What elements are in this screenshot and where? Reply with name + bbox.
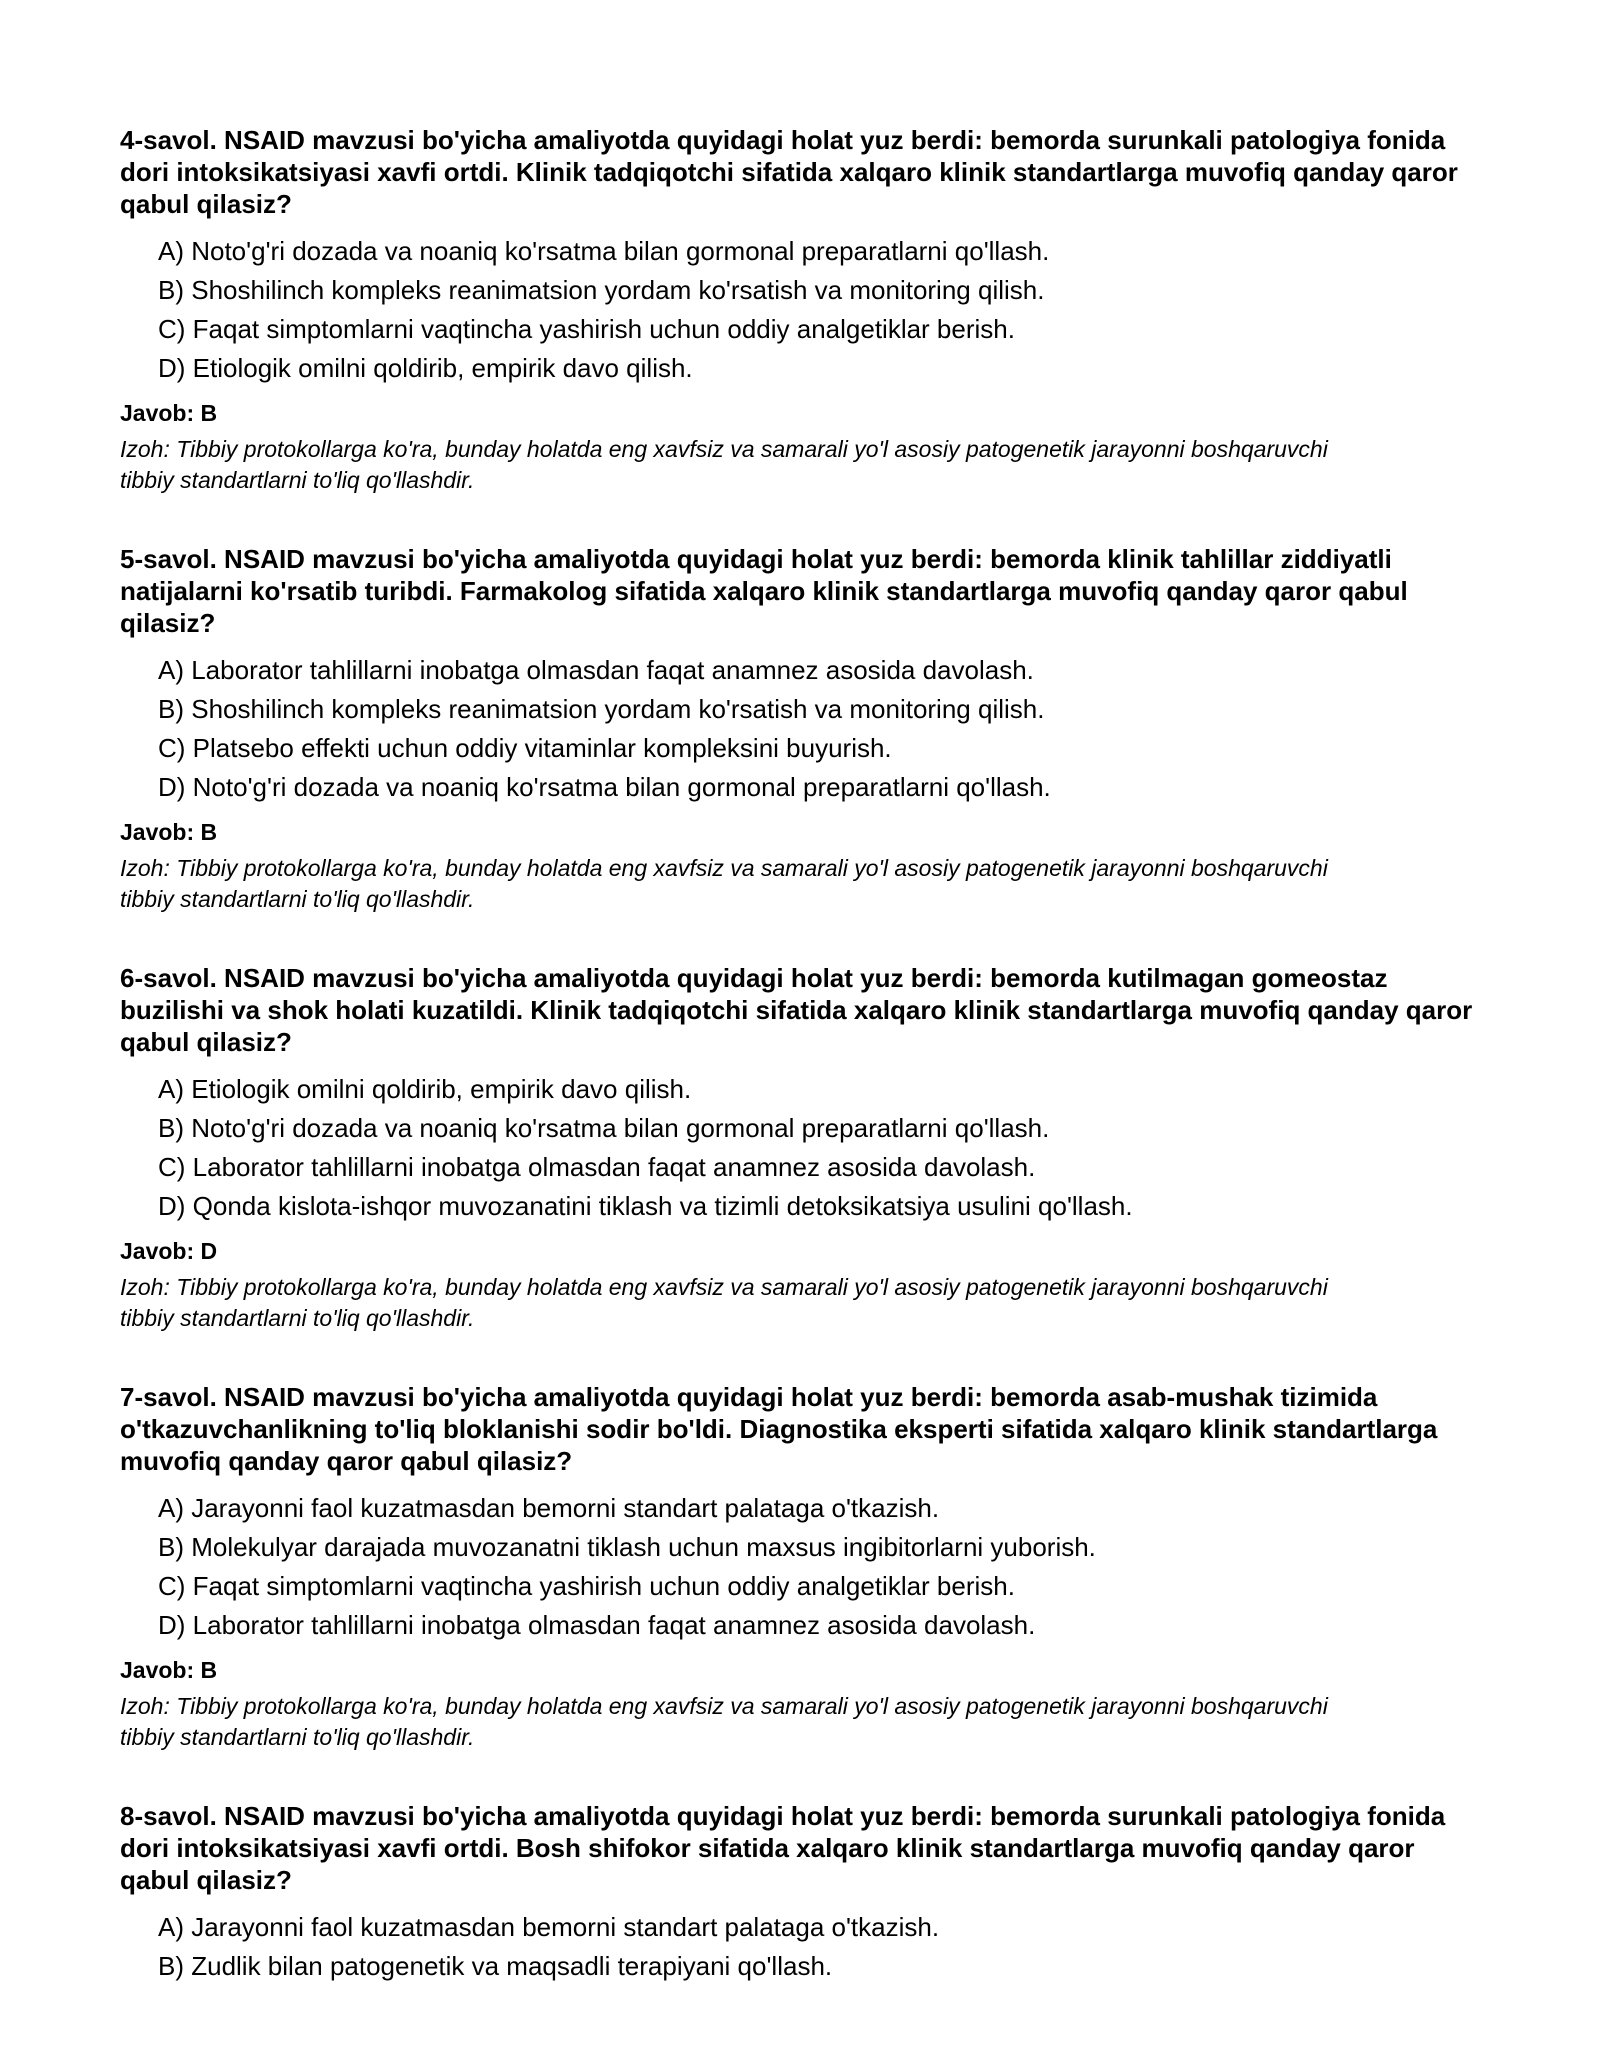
question-8 <box>120 1800 1480 1986</box>
option-list <box>120 232 1480 388</box>
option-b: B) Zudlik bilan patogenetik va maqsadli terapiyani qo'llash. <box>158 1951 833 1981</box>
explanation-note: Izoh: Tibbiy protokollarga ko'ra, bunday holatda eng xavfsiz va samarali yo'l asosiy patogenetik jarayonni boshqaruvchi tibbiy standartlarni to'liq qo'llashdir. <box>120 1274 1328 1331</box>
explanation-note: Izoh: Tibbiy protokollarga ko'ra, bunday holatda eng xavfsiz va samarali yo'l asosiy patogenetik jarayonni boshqaruvchi tibbiy standartlarni to'liq qo'llashdir. <box>120 1693 1328 1750</box>
option-a: A) Noto'g'ri dozada va noaniq ko'rsatma bilan gormonal preparatlarni qo'llash. <box>158 236 1050 266</box>
explanation-note: Izoh: Tibbiy protokollarga ko'ra, bunday holatda eng xavfsiz va samarali yo'l asosiy patogenetik jarayonni boshqaruvchi tibbiy standartlarni to'liq qo'llashdir. <box>120 855 1328 912</box>
option-a: A) Etiologik omilni qoldirib, empirik davo qilish. <box>158 1074 692 1104</box>
question-4 <box>120 124 1480 496</box>
answer-label: Javob: B <box>120 819 218 845</box>
question-6 <box>120 962 1480 1334</box>
option-c: C) Platsebo effekti uchun oddiy vitaminlar kompleksini buyurish. <box>158 733 892 763</box>
option-list <box>120 1070 1480 1226</box>
option-b: B) Shoshilinch kompleks reanimatsion yordam ko'rsatish va monitoring qilish. <box>158 694 1045 724</box>
answer-label: Javob: B <box>120 1657 218 1683</box>
question-title: 8-savol. NSAID mavzusi bo'yicha amaliyotda quyidagi holat yuz berdi: bemorda surunkali patologiya fonida dori intoksikatsiyasi xavfi ortdi. Bosh shifokor sifatida xalqaro klinik standartlarga muvofiq qanday qaror qabul qilasiz? <box>120 1801 1446 1895</box>
option-list <box>120 651 1480 807</box>
option-b: B) Molekulyar darajada muvozanatni tiklash uchun maxsus ingibitorlarni yuborish. <box>158 1532 1096 1562</box>
option-a: A) Laborator tahlillarni inobatga olmasdan faqat anamnez asosida davolash. <box>158 655 1034 685</box>
question-title: 6-savol. NSAID mavzusi bo'yicha amaliyotda quyidagi holat yuz berdi: bemorda kutilmagan gomeostaz buzilishi va shok holati kuzatildi. Klinik tadqiqotchi sifatida xalqaro klinik standartlarga muvofiq qanday qaror qabul qilasiz? <box>120 963 1473 1057</box>
question-title: 5-savol. NSAID mavzusi bo'yicha amaliyotda quyidagi holat yuz berdi: bemorda klinik tahlillar ziddiyatli natijalarni ko'rsatib turibdi. Farmakolog sifatida xalqaro klinik standartlarga muvofiq qanday qaror qabul qilasiz? <box>120 544 1408 638</box>
option-b: B) Shoshilinch kompleks reanimatsion yordam ko'rsatish va monitoring qilish. <box>158 275 1045 305</box>
question-7 <box>120 1381 1480 1753</box>
option-a: A) Jarayonni faol kuzatmasdan bemorni standart palataga o'tkazish. <box>158 1912 940 1942</box>
answer-label: Javob: B <box>120 400 218 426</box>
option-d: D) Noto'g'ri dozada va noaniq ko'rsatma bilan gormonal preparatlarni qo'llash. <box>158 772 1051 802</box>
option-d: D) Etiologik omilni qoldirib, empirik davo qilish. <box>158 353 693 383</box>
option-a: A) Jarayonni faol kuzatmasdan bemorni standart palataga o'tkazish. <box>158 1493 940 1523</box>
option-d: D) Laborator tahlillarni inobatga olmasdan faqat anamnez asosida davolash. <box>158 1610 1036 1640</box>
explanation-note: Izoh: Tibbiy protokollarga ko'ra, bunday holatda eng xavfsiz va samarali yo'l asosiy patogenetik jarayonni boshqaruvchi tibbiy standartlarni to'liq qo'llashdir. <box>120 436 1328 493</box>
option-list <box>120 1489 1480 1645</box>
option-c: C) Laborator tahlillarni inobatga olmasdan faqat anamnez asosida davolash. <box>158 1152 1036 1182</box>
option-c: C) Faqat simptomlarni vaqtincha yashirish uchun oddiy analgetiklar berish. <box>158 1571 1015 1601</box>
answer-label: Javob: D <box>120 1238 218 1264</box>
question-5 <box>120 543 1480 915</box>
option-b: B) Noto'g'ri dozada va noaniq ko'rsatma bilan gormonal preparatlarni qo'llash. <box>158 1113 1050 1143</box>
question-title: 4-savol. NSAID mavzusi bo'yicha amaliyotda quyidagi holat yuz berdi: bemorda surunkali patologiya fonida dori intoksikatsiyasi xavfi ortdi. Klinik tadqiqotchi sifatida xalqaro klinik standartlarga muvofiq qanday qaror qabul qilasiz? <box>120 125 1458 219</box>
option-list <box>120 1908 1480 1986</box>
option-d: D) Qonda kislota-ishqor muvozanatini tiklash va tizimli detoksikatsiya usulini qo'llash. <box>158 1191 1133 1221</box>
option-c: C) Faqat simptomlarni vaqtincha yashirish uchun oddiy analgetiklar berish. <box>158 314 1015 344</box>
question-title: 7-savol. NSAID mavzusi bo'yicha amaliyotda quyidagi holat yuz berdi: bemorda asab-mushak tizimida o'tkazuvchanlikning to'liq bloklanishi sodir bo'ldi. Diagnostika eksperti sifatida xalqaro klinik standartlarga muvofiq qanday qaror qabul qilasiz? <box>120 1382 1438 1476</box>
